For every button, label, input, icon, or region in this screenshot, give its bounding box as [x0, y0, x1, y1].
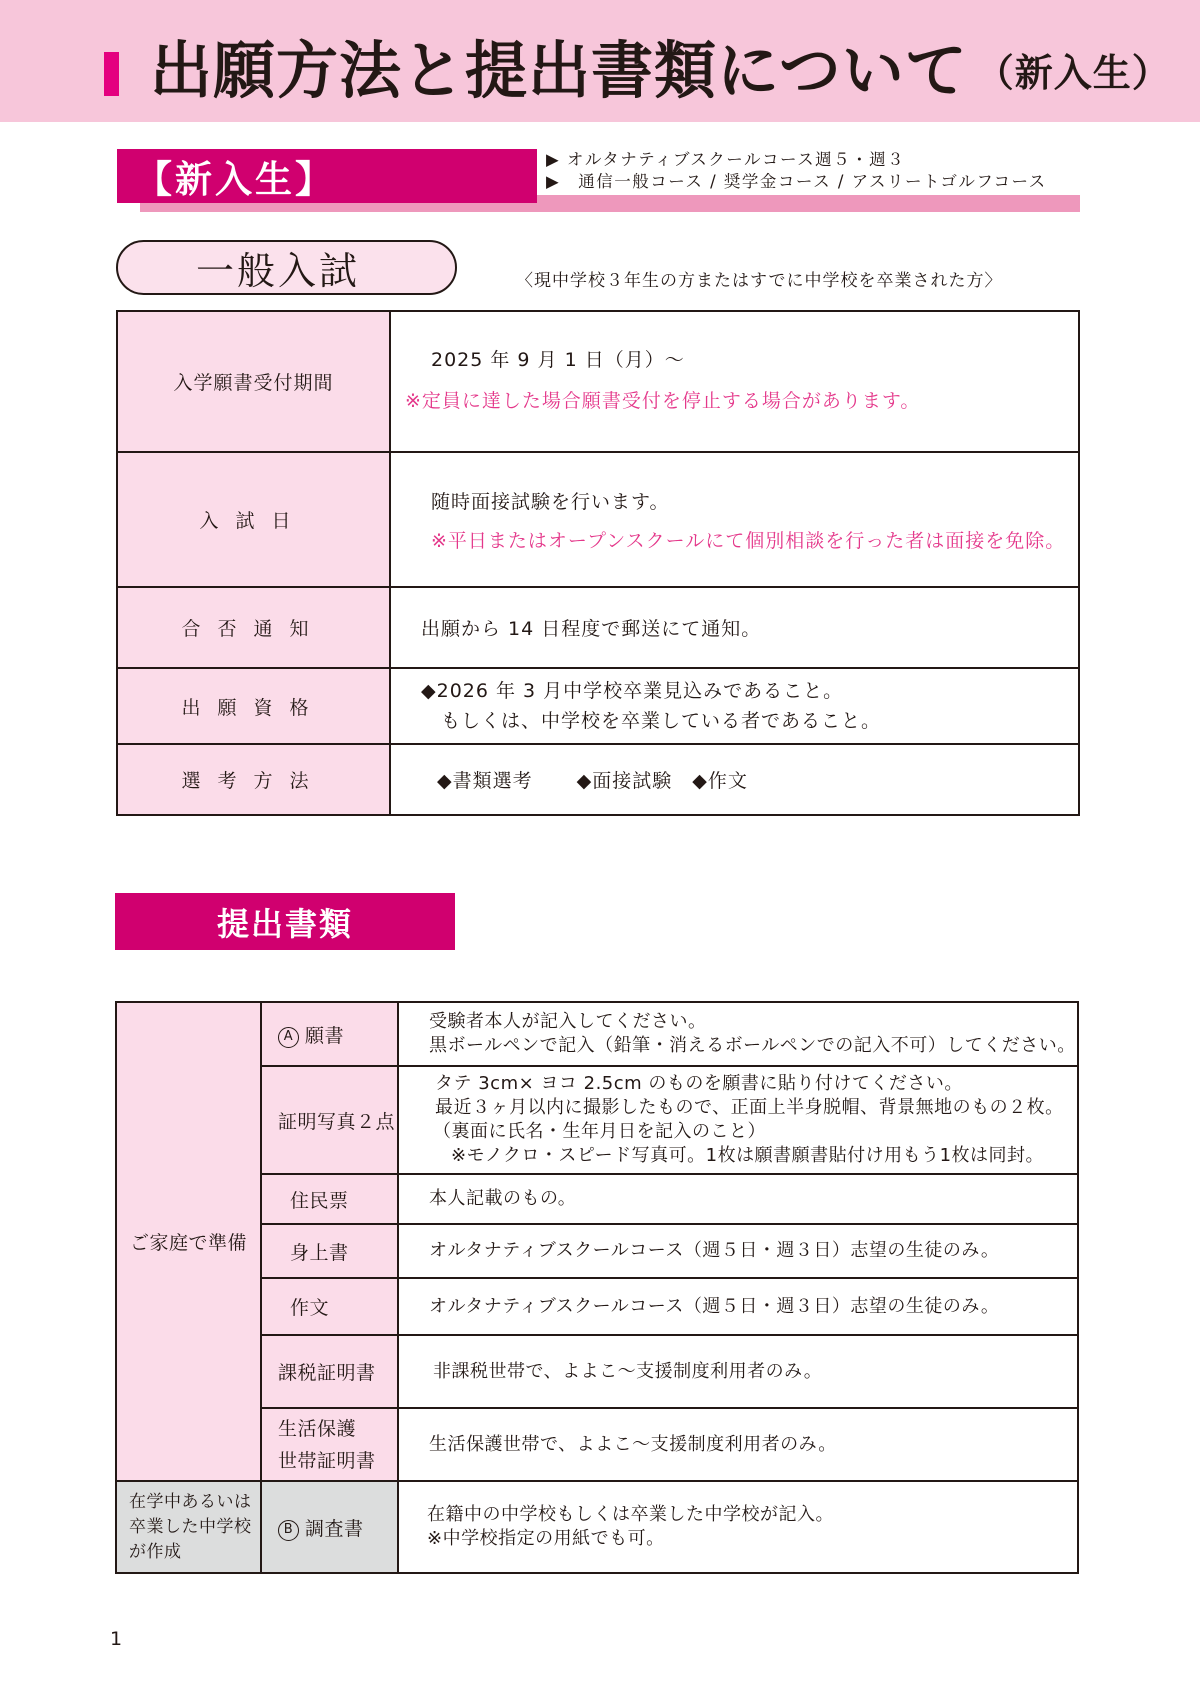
- general-exam-title: 一般入試: [116, 240, 457, 295]
- exam-date-label: 入試日: [117, 452, 390, 587]
- exam-schedule-table: [116, 310, 1080, 816]
- doc-description: 生活保護世帯で、よよこ〜支援制度利用者のみ。: [398, 1408, 1078, 1481]
- doc-name: 身上書: [261, 1224, 398, 1278]
- table-row: [117, 744, 1079, 815]
- exam-date-cell: [390, 452, 1079, 587]
- page-number: 1: [110, 1628, 123, 1650]
- qualification-label: 出願資格: [117, 668, 390, 744]
- course-list: [546, 149, 1047, 193]
- qualification-line: ◆2026 年 3 月中学校卒業見込みであること。: [421, 680, 844, 702]
- doc-name: 生活保護 世帯証明書: [261, 1408, 398, 1481]
- doc-description: 在籍中の中学校もしくは卒業した中学校が記入。 ※中学校指定の用紙でも可。: [398, 1481, 1078, 1573]
- doc-description: オルタナティブスクールコース（週５日・週３日）志望の生徒のみ。: [398, 1278, 1078, 1335]
- table-row: [116, 1002, 1078, 1066]
- table-row: [116, 1278, 1078, 1335]
- group-home: ご家庭で準備: [116, 1002, 261, 1481]
- doc-name: B 調査書: [261, 1481, 398, 1573]
- new-student-badge: 【新入生】: [117, 149, 537, 203]
- qualification-cell: [390, 668, 1079, 744]
- qualification-line: もしくは、中学校を卒業している者であること。: [441, 710, 882, 732]
- doc-name: A 願書: [261, 1002, 398, 1066]
- documents-section-title: 提出書類: [115, 893, 455, 950]
- notice-label: 合否通知: [117, 587, 390, 668]
- doc-name: 課税証明書: [261, 1335, 398, 1408]
- selection-method-label: 選考方法: [117, 744, 390, 815]
- method-item: ◆書類選考: [437, 770, 533, 792]
- page-header: [0, 0, 1200, 122]
- mark-a-icon: A: [278, 1027, 299, 1048]
- group-school: 在学中あるいは 卒業した中学校 が作成: [116, 1481, 261, 1573]
- doc-name: 作文: [261, 1278, 398, 1335]
- notice-value: 出願から 14 日程度で郵送にて通知。: [390, 587, 1079, 668]
- table-row: [117, 452, 1079, 587]
- course-line: ▶ 通信一般コース / 奨学金コース / アスリートゴルフコース: [546, 172, 1047, 191]
- table-row: [116, 1174, 1078, 1224]
- doc-name: 住民票: [261, 1174, 398, 1224]
- table-row: [117, 311, 1079, 452]
- page-subtitle: （新入生）: [975, 51, 1171, 95]
- general-exam-note: 〈現中学校３年生の方またはすでに中学校を卒業された方〉: [516, 271, 1003, 291]
- method-item: ◆面接試験: [576, 770, 673, 792]
- doc-description: タテ 3cm× ヨコ 2.5cm のものを願書に貼り付けてください。 最近３ヶ月以内に撮影したもので、正面上半身脱帽、背景無地のもの２枚。 （裏面に氏名・生年月日を記入のこと） ※モノクロ・スピード写真可。1枚は願書願書貼付け用もう1枚は同封。: [398, 1066, 1078, 1174]
- table-row: [116, 1066, 1078, 1174]
- page-title: 出願方法と提出書類について （新入生）: [150, 34, 1171, 107]
- exam-date-note: ※平日またはオープンスクールにて個別相談を行った者は面接を免除。: [431, 529, 1066, 552]
- doc-description: 本人記載のもの。: [398, 1174, 1078, 1224]
- documents-table: [115, 1001, 1079, 1574]
- title-accent-bar: [104, 52, 119, 96]
- table-row: [117, 587, 1079, 668]
- doc-description: 受験者本人が記入してください。 黒ボールペンで記入（鉛筆・消えるボールペンでの記入不可）してください。: [398, 1002, 1078, 1066]
- doc-description: 非課税世帯で、よよこ〜支援制度利用者のみ。: [398, 1335, 1078, 1408]
- table-row: [117, 668, 1079, 744]
- table-row: [116, 1335, 1078, 1408]
- period-label: 入学願書受付期間: [117, 311, 390, 452]
- mark-b-icon: B: [278, 1520, 299, 1541]
- table-row: [116, 1481, 1078, 1573]
- method-item: ◆作文: [692, 770, 748, 792]
- selection-method-cell: [390, 744, 1079, 815]
- period-cell: [390, 311, 1079, 452]
- course-line: ▶ オルタナティブスクールコース週５・週３: [546, 150, 906, 169]
- doc-description: オルタナティブスクールコース（週５日・週３日）志望の生徒のみ。: [398, 1224, 1078, 1278]
- exam-date-value: 随時面接試験を行います。: [431, 490, 670, 513]
- period-note: ※定員に達した場合願書受付を停止する場合があります。: [405, 389, 921, 412]
- table-row: [116, 1224, 1078, 1278]
- doc-name: 証明写真２点: [261, 1066, 398, 1174]
- period-value: 2025 年 9 月 1 日（月）〜: [431, 348, 685, 371]
- table-row: [116, 1408, 1078, 1481]
